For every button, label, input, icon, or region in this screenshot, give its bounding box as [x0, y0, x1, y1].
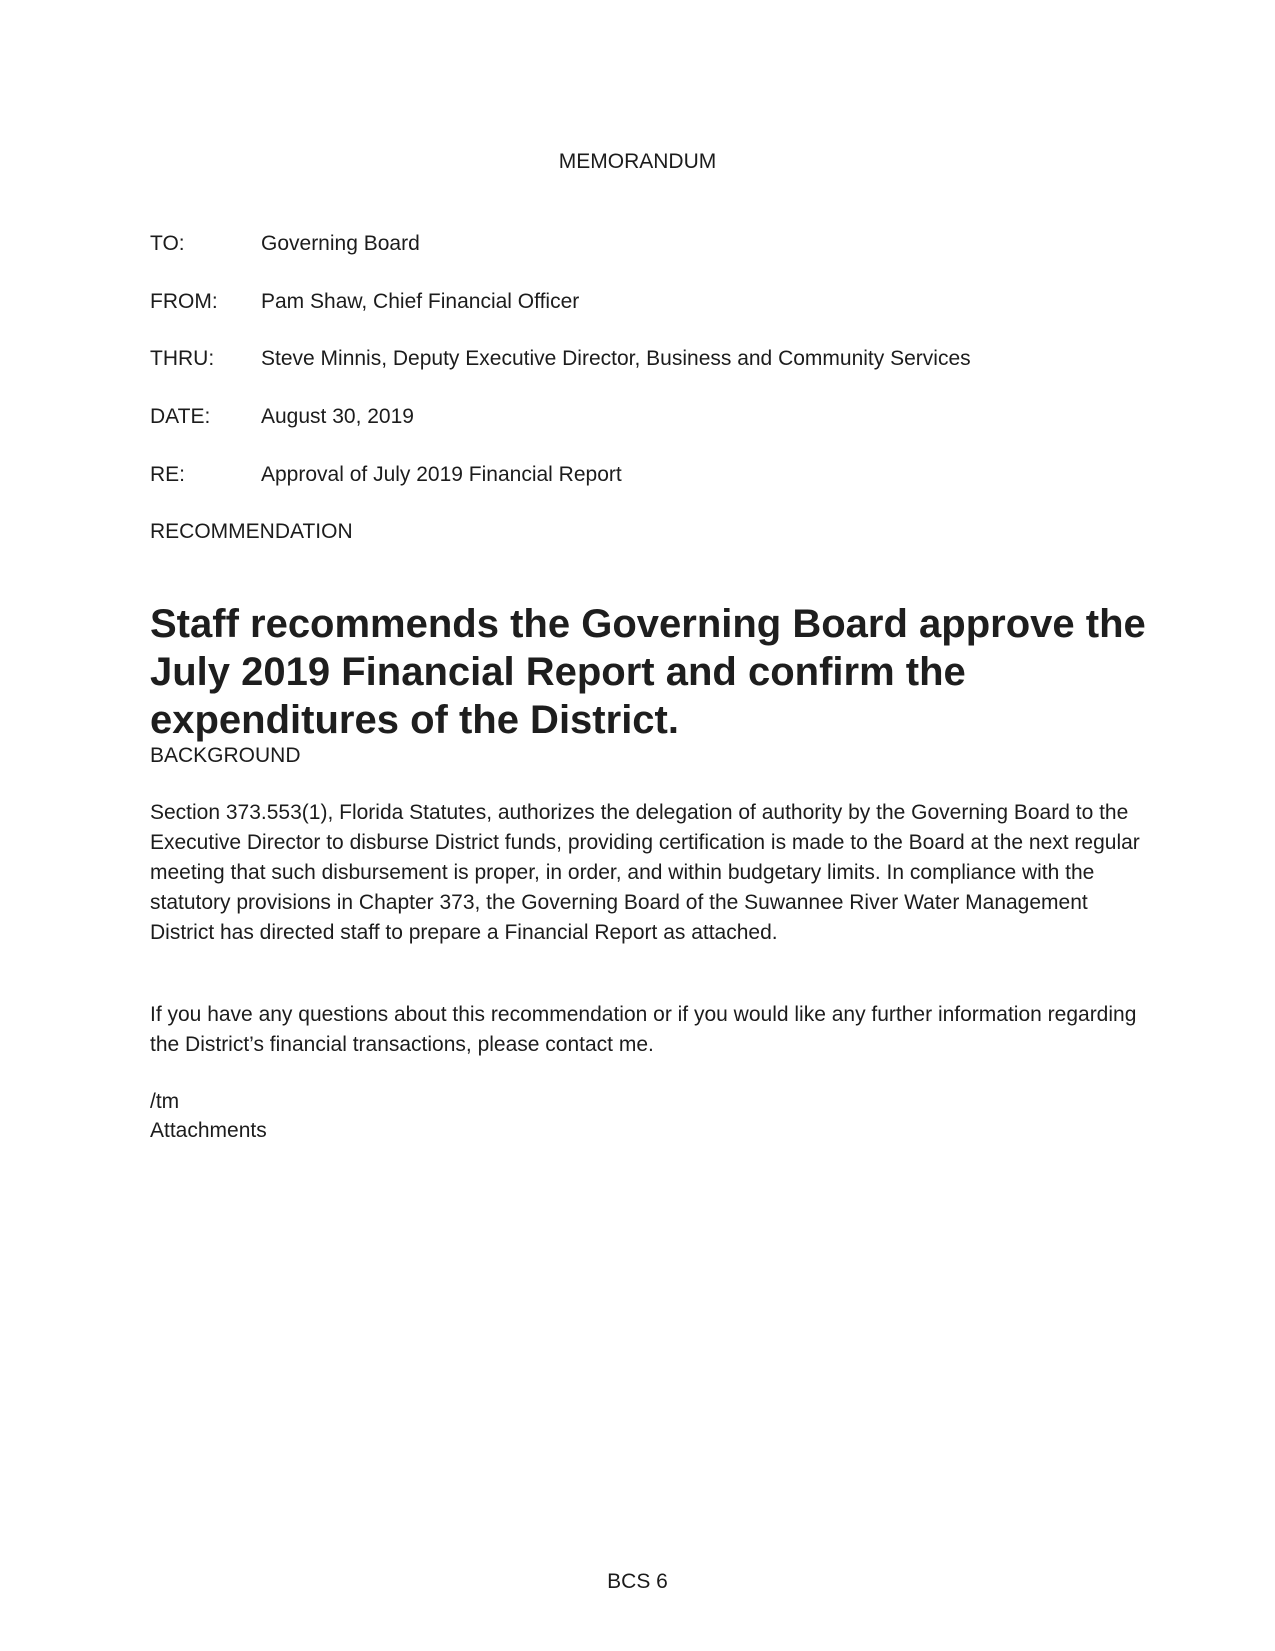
header-date-value: August 30, 2019	[261, 405, 414, 428]
initials: /tm	[150, 1090, 180, 1113]
background-heading: BACKGROUND	[150, 744, 301, 767]
header-thru-value: Steve Minnis, Deputy Executive Director, Business and Community Services	[261, 347, 971, 370]
header-to-label: TO:	[150, 232, 185, 255]
header-re-row	[150, 463, 1150, 487]
header-to-value: Governing Board	[261, 232, 420, 255]
header-re-value: Approval of July 2019 Financial Report	[261, 463, 622, 486]
background-paragraph: Section 373.553(1), Florida Statutes, authorizes the delegation of authority by the Governing Board to the Executive Director to disburse District funds, providing certification is made to the Board at the next regular meeting that such disbursement is proper, in order, and within budgetary limits. In compliance with the statutory provisions in Chapter 373, the Governing Board of the Suwannee River Water Management District has directed staff to prepare a Financial Report as attached.	[150, 801, 1140, 944]
recommendation-heading: RECOMMENDATION	[150, 520, 353, 543]
header-to-row	[150, 232, 1150, 256]
header-from-row	[150, 290, 1150, 314]
header-date-label: DATE:	[150, 405, 211, 428]
attachments-label: Attachments	[150, 1119, 267, 1142]
header-thru-label: THRU:	[150, 347, 215, 370]
questions-paragraph: If you have any questions about this recommendation or if you would like any further information regarding the District’s financial transactions, please contact me.	[150, 1003, 1137, 1056]
header-thru-row	[150, 347, 1150, 371]
header-from-value: Pam Shaw, Chief Financial Officer	[261, 290, 580, 313]
recommendation-text: Staff recommends the Governing Board approve the July 2019 Financial Report and confirm the expenditures of the District.	[150, 602, 1146, 742]
header-re-label: RE:	[150, 463, 186, 486]
page-footer-code: BCS 6	[607, 1570, 668, 1593]
header-date-row	[150, 405, 1150, 429]
memo-title: MEMORANDUM	[558, 150, 717, 173]
header-from-label: FROM:	[150, 290, 218, 313]
